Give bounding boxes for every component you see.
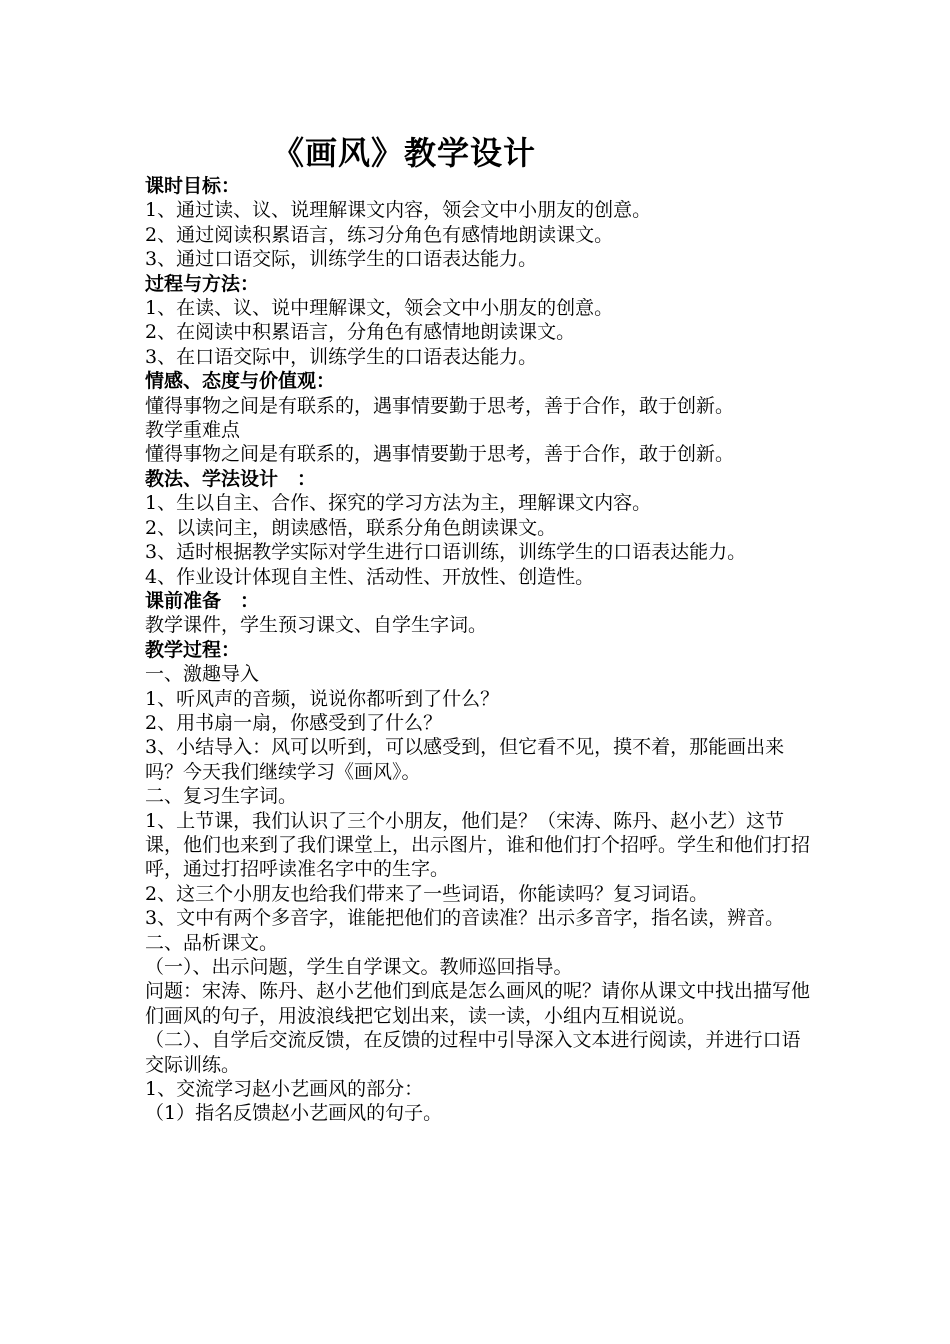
paragraph-line: 3、通过口语交际，训练学生的口语表达能力。: [145, 248, 538, 271]
paragraph-line: 3、在口语交际中，训练学生的口语表达能力。: [145, 345, 538, 368]
paragraph-line: 2、用书扇一扇，你感受到了什么？: [145, 711, 443, 734]
paragraph-line: 1、上节课，我们认识了三个小朋友，他们是？（宋涛、陈丹、赵小艺）这节课，他们也来到了我们课堂上，出示图片，谁和他们打个招呼。学生和他们打招呼，通过打招呼读准名字中的生字。: [145, 809, 811, 881]
paragraph-line: 2、通过阅读积累语言，练习分角色有感情地朗读课文。: [145, 223, 614, 246]
section-heading: 课时目标：: [145, 175, 241, 197]
paragraph-line: 一、激趣导入: [145, 663, 260, 686]
paragraph-line: 3、小结导入：风可以听到，可以感受到，但它看不见，摸不着，那能画出来吗？今天我们继续学习《画风》。: [145, 736, 785, 783]
paragraph-line: 懂得事物之间是有联系的，遇事情要勤于思考，善于合作，敢于创新。: [145, 443, 735, 466]
paragraph-line: 1、在读、议、说中理解课文，领会文中小朋友的创意。: [145, 297, 614, 320]
paragraph-line: （二）、自学后交流反馈，在反馈的过程中引导深入文本进行阅读，并进行口语交际训练。: [145, 1029, 801, 1076]
paragraph-line: 懂得事物之间是有联系的，遇事情要勤于思考，善于合作，敢于创新。: [145, 394, 735, 417]
paragraph-line: 教学重难点: [145, 419, 241, 442]
paragraph-line: 1、生以自主、合作、探究的学习方法为主，理解课文内容。: [145, 492, 652, 515]
paragraph-line: 1、听风声的音频，说说你都听到了什么？: [145, 687, 500, 710]
paragraph-line: 2、在阅读中积累语言，分角色有感情地朗读课文。: [145, 321, 576, 344]
paragraph-line: 问题：宋涛、陈丹、赵小艺他们到底是怎么画风的呢？请你从课文中找出描写他们画风的句子，用波浪线把它划出来，读一读，小组内互相说说。: [145, 980, 811, 1027]
section-heading: 教学过程：: [145, 638, 241, 661]
paragraph-line: 1、交流学习赵小艺画风的部分：: [145, 1078, 424, 1101]
section-heading: 课前准备 ：: [145, 589, 260, 612]
document-body: [145, 174, 813, 1126]
paragraph-line: 1、通过读、议、说理解课文内容，领会文中小朋友的创意。: [145, 199, 652, 222]
section-heading: 情感、态度与价值观：: [145, 370, 336, 393]
section-heading: 教法、学法设计 ：: [145, 467, 317, 490]
paragraph-line: 3、适时根据教学实际对学生进行口语训练，训练学生的口语表达能力。: [145, 541, 747, 564]
paragraph-line: 2、以读问主，朗读感悟，联系分角色朗读课文。: [145, 516, 557, 539]
paragraph-line: （一）、出示问题，学生自学课文。教师巡回指导。: [145, 956, 573, 978]
paragraph-line: 教学课件，学生预习课文、自学生字词。: [145, 614, 488, 637]
paragraph-line: 4、作业设计体现自主性、活动性、开放性、创造性。: [145, 565, 595, 588]
paragraph-line: 二、品析课文。: [145, 931, 279, 954]
paragraph-line: （1）指名反馈赵小艺画风的句子。: [145, 1102, 443, 1125]
section-heading: 过程与方法：: [145, 272, 260, 295]
paragraph-line: 3、文中有两个多音字，谁能把他们的音读准？出示多音字，指名读，辨音。: [145, 907, 785, 930]
paragraph-line: 二、复习生字词。: [145, 785, 298, 808]
document-title: 《画风》教学设计: [272, 134, 537, 172]
paragraph-line: 2、这三个小朋友也给我们带来了一些词语，你能读吗？复习词语。: [145, 882, 709, 905]
